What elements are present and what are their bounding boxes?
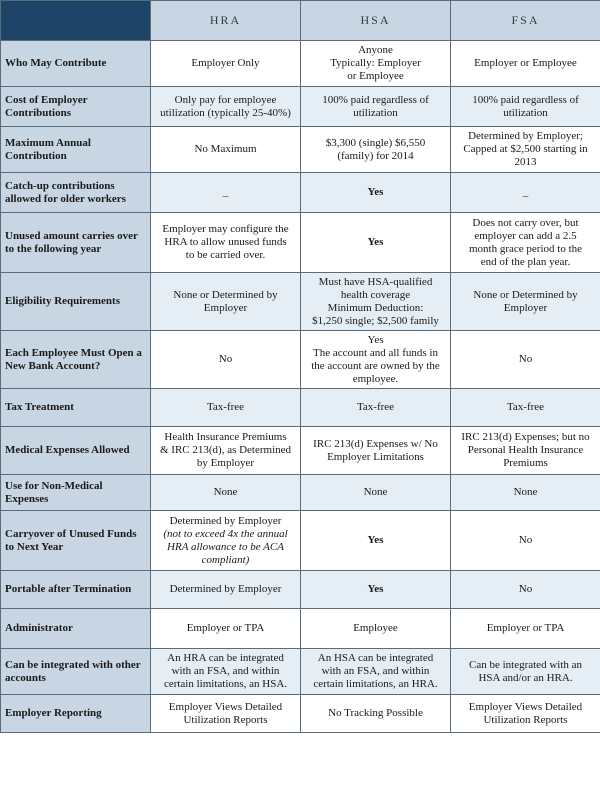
cell-line: An HSA can be integrated [317,652,434,664]
cell-line: No [518,534,533,546]
cell-line: Yes [367,186,384,198]
cell-line: _ [522,186,529,198]
cell-line: Employer [503,301,548,314]
cell-fsa [451,173,600,213]
cell-line: Employer Only [191,57,260,69]
cell-hra [151,87,301,127]
cell-hra [151,571,301,609]
table-row [1,649,600,695]
cell-line: (family) for 2014 [337,149,414,162]
cell-line: Anyone [358,44,393,56]
row-label: Tax Treatment [1,389,151,427]
cell-hsa [301,331,451,389]
cell-line: None or Determined by [173,288,278,301]
cell-hsa [301,649,451,695]
cell-line: Does not carry over, but [472,216,579,229]
cell-line: Employer or TPA [486,622,565,634]
cell-line: health coverage [340,288,411,301]
cell-line: Employer [203,301,248,314]
header-row [1,1,600,41]
cell-hsa [301,475,451,511]
cell-fsa [451,571,600,609]
cell-line: Employer or TPA [186,622,265,634]
row-label: Use for Non-Medical Expenses [1,475,151,511]
cell-line: None [213,486,238,498]
cell-line: Employer Views Detailed [168,700,283,713]
cell-hra [151,389,301,427]
cell-line: utilization [353,106,398,119]
cell-line: Utilization Reports [183,713,268,726]
cell-line: (not to exceed 4x the annual [163,527,288,540]
row-label: Who May Contribute [1,41,151,87]
cell-line: Must have HSA-qualified [318,275,433,288]
cell-line: Minimum Deduction: [327,301,424,314]
cell-fsa [451,213,600,273]
cell-line: Tax-free [506,401,545,413]
cell-line: No [518,583,533,595]
row-label: Catch-up contributions allowed for older workers [1,173,151,213]
table-row [1,331,600,389]
corner-cell [1,1,151,41]
cell-line: Employer Limitations [327,450,424,463]
cell-fsa [451,127,600,173]
row-label: Maximum Annual Contribution [1,127,151,173]
cell-line: $3,300 (single) $6,550 [325,136,426,149]
table-row [1,475,600,511]
cell-line: with an FSA, and within [321,665,430,677]
table-row [1,41,600,87]
cell-line: Personal Health Insurance [467,444,584,456]
cell-line: IRC 213(d) Expenses; but no [461,431,590,443]
cell-line: None or Determined by [473,288,578,301]
row-label: Employer Reporting [1,695,151,733]
cell-hsa [301,173,451,213]
column-header-fsa: FSA [451,1,600,41]
cell-line: utilization [503,106,548,119]
cell-line: _ [222,186,229,198]
row-label: Carryover of Unused Funds to Next Year [1,511,151,571]
cell-fsa [451,475,600,511]
cell-hra [151,511,301,571]
cell-line: Capped at $2,500 starting in [463,143,588,155]
row-label: Unused amount carries over to the following year [1,213,151,273]
row-label: Each Employee Must Open a New Bank Account? [1,331,151,389]
cell-line: certain limitations, an HRA. [313,678,438,690]
cell-hra [151,609,301,649]
cell-line: end of the plan year. [480,255,571,268]
cell-line: Yes [367,583,384,595]
cell-fsa [451,695,600,733]
cell-line: Determined by Employer [169,514,282,527]
cell-line: or Employee [347,70,404,82]
cell-line: 2013 [514,156,537,168]
cell-line: The account and all funds in [313,346,438,359]
table-row [1,173,600,213]
cell-fsa [451,649,600,695]
table-row [1,389,600,427]
cell-hsa [301,695,451,733]
table-row [1,695,600,733]
table-body [1,41,600,733]
cell-hsa [301,273,451,331]
cell-fsa [451,609,600,649]
cell-line: $1,250 single; $2,500 family [312,314,439,327]
cell-hra [151,213,301,273]
cell-line: utilization (typically 25-40%) [160,106,291,119]
row-label: Administrator [1,609,151,649]
cell-line: HSA and/or an HRA. [478,671,573,684]
cell-line: Employee [353,622,398,634]
cell-line: None [513,486,538,498]
cell-line: with an FSA, and within [171,665,280,677]
cell-hra [151,41,301,87]
cell-line: Premiums [503,457,548,469]
cell-line: Yes [367,534,384,546]
cell-fsa [451,331,600,389]
cell-line: No Tracking Possible [328,707,423,719]
cell-line: Determined by Employer; [468,130,583,142]
cell-line: to be carried over. [185,249,266,261]
cell-line: compliant) [201,553,250,566]
cell-line: No [518,353,533,365]
cell-line: An HRA can be integrated [167,652,284,664]
cell-hsa [301,511,451,571]
cell-hra [151,331,301,389]
column-header-hsa: HSA [301,1,451,41]
cell-line: Determined by Employer [169,583,282,595]
cell-line: No [218,353,233,365]
cell-line: 100% paid regardless of [322,93,429,106]
cell-hsa [301,389,451,427]
cell-hsa [301,571,451,609]
cell-line: None [363,486,388,498]
cell-line: HRA to allow unused funds [164,236,287,248]
table-row [1,213,600,273]
cell-hra [151,127,301,173]
cell-line: Only pay for employee [174,93,277,106]
cell-fsa [451,41,600,87]
table-row [1,427,600,475]
cell-line: Yes [367,236,384,248]
row-label: Cost of Employer Contributions [1,87,151,127]
row-label: Portable after Termination [1,571,151,609]
cell-hsa [301,41,451,87]
cell-hra [151,427,301,475]
cell-fsa [451,389,600,427]
table-row [1,127,600,173]
cell-line: the account are owned by the [311,359,440,372]
table-row [1,87,600,127]
cell-line: Employer may configure the [162,223,289,235]
cell-line: & IRC 213(d), as Determined [159,444,292,456]
cell-hsa [301,213,451,273]
cell-line: Tax-free [356,401,395,413]
cell-line: certain limitations, an HSA. [163,678,288,690]
cell-line: Employer Views Detailed [468,700,583,713]
cell-line: Health Insurance Premiums [164,431,287,443]
cell-line: No Maximum [194,143,257,155]
cell-hsa [301,87,451,127]
cell-hra [151,649,301,695]
cell-line: by Employer [196,457,255,469]
cell-fsa [451,273,600,331]
cell-line: employer can add a 2.5 [474,229,577,242]
row-label: Eligibility Requirements [1,273,151,331]
cell-line: Utilization Reports [483,713,568,726]
cell-hra [151,273,301,331]
cell-line: month grace period to the [468,242,583,255]
cell-line: IRC 213(d) Expenses w/ No [313,437,438,450]
cell-hsa [301,427,451,475]
cell-line: Yes [367,333,384,346]
table-row [1,571,600,609]
cell-line: Employer or Employee [474,57,577,69]
table-row [1,273,600,331]
cell-fsa [451,511,600,571]
table-row [1,609,600,649]
cell-line: Tax-free [206,401,245,413]
cell-line: Typically: Employer [330,57,421,69]
cell-hra [151,173,301,213]
cell-hsa [301,609,451,649]
cell-hsa [301,127,451,173]
table-row [1,511,600,571]
cell-line: 100% paid regardless of [472,93,579,106]
cell-line: HRA allowance to be ACA [167,540,284,553]
cell-fsa [451,427,600,475]
row-label: Can be integrated with other accounts [1,649,151,695]
cell-hra [151,475,301,511]
cell-line: employee. [352,372,399,385]
cell-fsa [451,87,600,127]
row-label: Medical Expenses Allowed [1,427,151,475]
cell-line: Can be integrated with an [468,658,583,671]
column-header-hra: HRA [151,1,301,41]
cell-hra [151,695,301,733]
